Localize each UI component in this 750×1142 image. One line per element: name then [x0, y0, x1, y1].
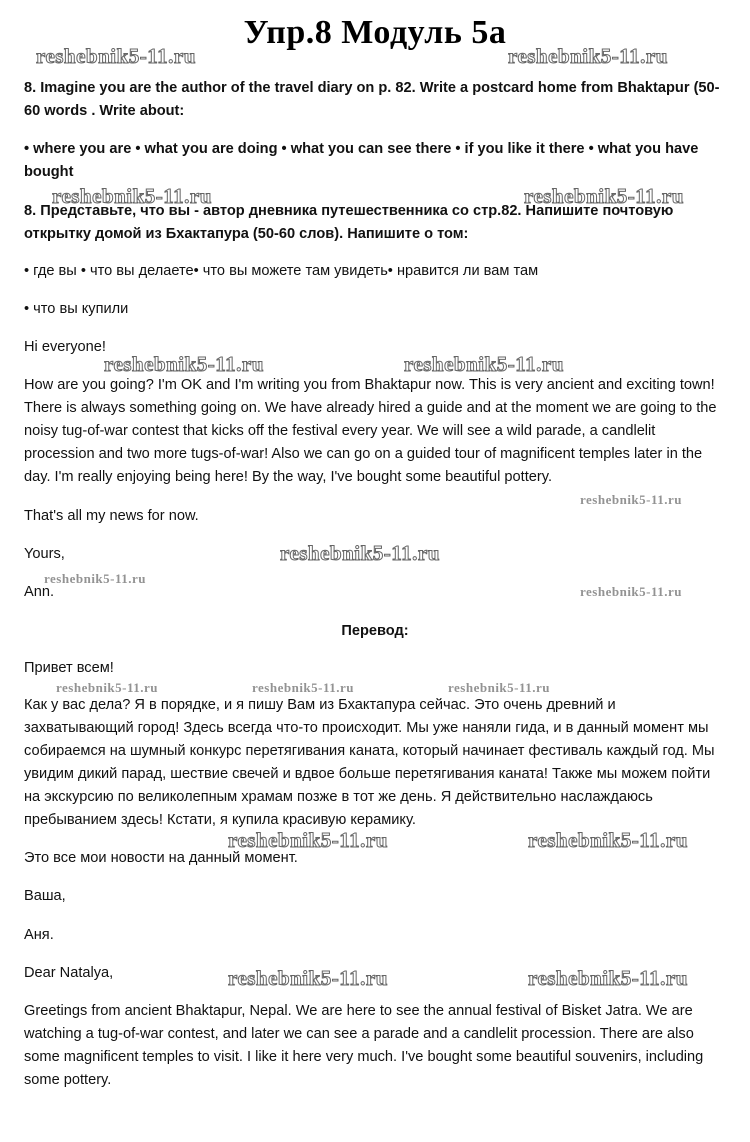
watermark: reshebnik5-11.ru	[524, 184, 684, 208]
letter-en-name: Ann.	[24, 584, 55, 600]
task-ru-bullets-2: • что вы купили	[24, 301, 129, 317]
task-ru-bullets: • где вы • что вы делаете• что вы можете там увидеть• нравится ли вам там	[24, 263, 539, 279]
watermark: reshebnik5-11.ru	[508, 44, 668, 68]
letter-en-greeting: Hi everyone!	[24, 339, 106, 355]
page-title: Упр.8 Модуль 5а	[243, 14, 507, 51]
letter-ru-closing: Это все мои новости на данный момент.	[24, 850, 298, 866]
watermark: reshebnik5-11.ru	[228, 966, 388, 990]
watermark: reshebnik5-11.ru	[580, 492, 683, 507]
translation-heading: Перевод:	[341, 623, 409, 639]
letter-ru-yours: Ваша,	[24, 888, 66, 904]
letter-en-body: How are you going? I'm OK and I'm writing you from Bhaktapur now. This is very ancient and exciting town! There is always something going on. We have already hired a guide and at the moment we are going to the noisy tug-of-war contest that kicks off the festival every year. We will see a wild parade, a candlelit procession and two more tugs-of-war! Also we can go on a guided tour of magnificent temples later in the day. I'm really enjoying being here! By the way, I've bought some beautiful pottery.	[24, 377, 717, 485]
watermark: reshebnik5-11.ru	[528, 828, 688, 852]
letter-ru-name: Аня.	[24, 927, 54, 943]
watermark: reshebnik5-11.ru	[404, 352, 564, 376]
task-en-bullets: • where you are • what you are doing • what you can see there • if you like it there • what you have bought	[24, 141, 699, 180]
watermark: reshebnik5-11.ru	[52, 184, 212, 208]
task-en-instructions: 8. Imagine you are the author of the travel diary on p. 82. Write a postcard home from Bhaktapur (50-60 words . Write about:	[24, 80, 720, 119]
watermark: reshebnik5-11.ru	[36, 44, 196, 68]
letter-en-closing: That's all my news for now.	[24, 508, 199, 524]
letter2-greeting: Dear Natalya,	[24, 965, 114, 981]
watermark: reshebnik5-11.ru	[44, 571, 147, 586]
watermark: reshebnik5-11.ru	[252, 680, 355, 695]
watermark: reshebnik5-11.ru	[56, 680, 159, 695]
watermark: reshebnik5-11.ru	[448, 680, 551, 695]
watermark: reshebnik5-11.ru	[228, 828, 388, 852]
watermark: reshebnik5-11.ru	[104, 352, 264, 376]
letter2-body: Greetings from ancient Bhaktapur, Nepal. We are here to see the annual festival of Bisket Jatra. We are watching a tug-of-war contest, and later we can see a parade and a candlelit procession. There are also some magnificent temples to visit. I like it here very much. I've bought some beautiful souvenirs, including some pottery.	[24, 1003, 704, 1088]
watermark: reshebnik5-11.ru	[280, 541, 440, 565]
letter-en-yours: Yours,	[24, 546, 65, 562]
letter-ru-greeting: Привет всем!	[24, 660, 114, 676]
watermark: reshebnik5-11.ru	[528, 966, 688, 990]
task-ru-instructions: 8. Представьте, что вы - автор дневника путешественника со стр.82. Напишите почтовую открытку домой из Бхактапура (50-60 слов). Напишите о том:	[24, 203, 674, 242]
letter-ru-body: Как у вас дела? Я в порядке, и я пишу Вам из Бхактапура сейчас. Это очень древний и захватывающий город! Здесь всегда что-то происходит. Мы уже наняли гида, и в данный момент мы собираемся на шумный конкурс перетягивания каната, который начинает фестиваль каждый год. Мы увидим дикий парад, шествие свечей и вдвое больше перетягивания каната! Также мы можем пойти на экскурсию по великолепным храмам позже в тот же день. Я действительно наслаждаюсь пребыванием здесь! Кстати, я купила красивую керамику.	[24, 697, 715, 828]
watermark: reshebnik5-11.ru	[580, 584, 683, 599]
